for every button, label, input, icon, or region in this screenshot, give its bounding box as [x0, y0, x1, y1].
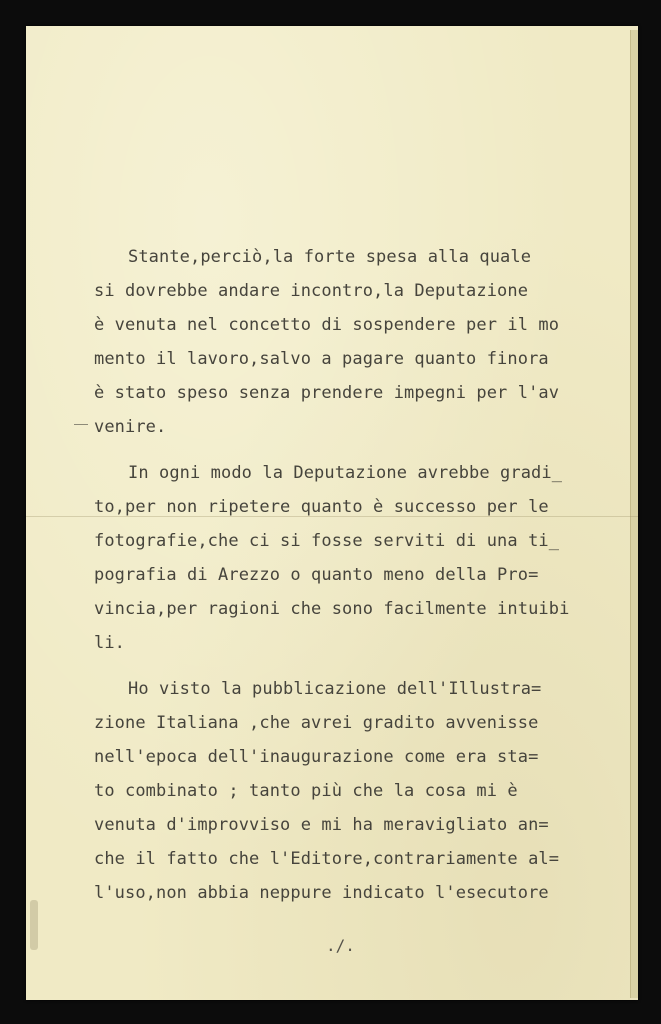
text-line: vincia,per ragioni che sono facilmente intuibi	[94, 599, 570, 619]
text-line: nell'epoca dell'inaugurazione come era sta=	[94, 747, 539, 767]
paragraph-3	[94, 672, 634, 910]
edge-stain	[30, 900, 38, 950]
text-line: zione Italiana ,che avrei gradito avvenisse	[94, 713, 539, 733]
text-line: In ogni modo la Deputazione avrebbe gradi_	[128, 463, 563, 483]
typewritten-text	[94, 240, 634, 910]
text-line: venire.	[94, 417, 167, 437]
text-line: Ho visto la pubblicazione dell'Illustra=	[128, 679, 542, 699]
text-line: si dovrebbe andare incontro,la Deputazione	[94, 281, 529, 301]
text-line: è venuta nel concetto di sospendere per il mo	[94, 315, 560, 335]
text-line: li.	[94, 633, 126, 653]
text-line: che il fatto che l'Editore,contrariamente al=	[94, 849, 560, 869]
text-line: l'uso,non abbia neppure indicato l'esecutore	[94, 883, 549, 903]
text-line: pografia di Arezzo o quanto meno della Pro=	[94, 565, 539, 585]
text-line: to,per non ripetere quanto è successo per le	[94, 497, 549, 517]
text-line: fotografie,che ci si fosse serviti di una ti_	[94, 531, 560, 551]
continuation-mark: ./.	[326, 936, 355, 955]
text-line: venuta d'improvviso e mi ha meravigliato an=	[94, 815, 549, 835]
paragraph-2	[94, 456, 634, 660]
text-line: to combinato ; tanto più che la cosa mi è	[94, 781, 518, 801]
text-line: Stante,perciò,la forte spesa alla quale	[128, 247, 532, 267]
text-line: mento il lavoro,salvo a pagare quanto finora	[94, 349, 549, 369]
margin-mark	[74, 424, 88, 425]
text-line: è stato speso senza prendere impegni per l'av	[94, 383, 560, 403]
paragraph-1	[94, 240, 634, 444]
